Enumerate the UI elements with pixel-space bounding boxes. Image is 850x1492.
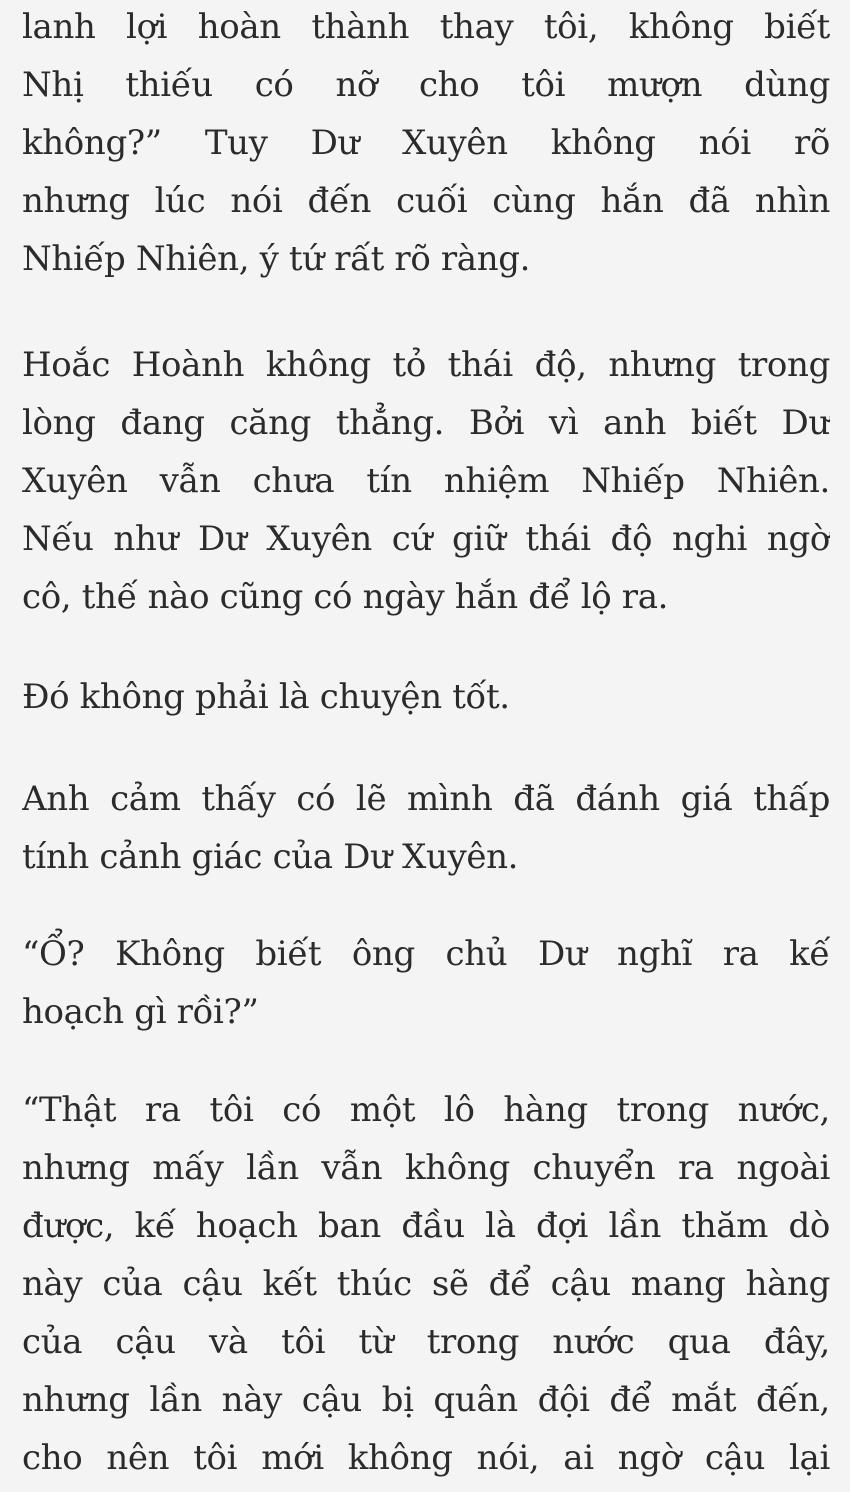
paragraph-5 bbox=[22, 925, 830, 1041]
text-line: Nhị thiếu có nỡ cho tôi mượn dùng bbox=[22, 65, 830, 105]
text-line: cho nên tôi mới không nói, ai ngờ cậu lại bbox=[22, 1438, 830, 1478]
text-line: lòng đang căng thẳng. Bởi vì anh biết Dư bbox=[22, 403, 830, 443]
text-line: nhưng mấy lần vẫn không chuyển ra ngoài bbox=[22, 1148, 830, 1188]
paragraph-6 bbox=[22, 1081, 830, 1487]
text-line: Nếu như Dư Xuyên cứ giữ thái độ nghi ngờ bbox=[22, 519, 830, 559]
text-line: Anh cảm thấy có lẽ mình đã đánh giá thấp bbox=[22, 779, 830, 819]
text-line: cô, thế nào cũng có ngày hắn để lộ ra. bbox=[22, 577, 669, 617]
text-line: lanh lợi hoàn thành thay tôi, không biết bbox=[22, 7, 830, 47]
text-line: nhưng lần này cậu bị quân đội để mắt đến, bbox=[22, 1380, 830, 1420]
text-line: Hoắc Hoành không tỏ thái độ, nhưng trong bbox=[22, 345, 830, 385]
text-line: tính cảnh giác của Dư Xuyên. bbox=[22, 837, 519, 877]
text-line: hoạch gì rồi?” bbox=[22, 992, 259, 1032]
reader-content bbox=[22, 0, 830, 1492]
paragraph-4 bbox=[22, 770, 830, 886]
text-line: nhưng lúc nói đến cuối cùng hắn đã nhìn bbox=[22, 181, 830, 221]
text-line: Đó không phải là chuyện tốt. bbox=[22, 677, 510, 717]
text-line: được, kế hoạch ban đầu là đợi lần thăm dò bbox=[22, 1206, 830, 1246]
text-line: “Thật ra tôi có một lô hàng trong nước, bbox=[22, 1090, 830, 1130]
paragraph-3 bbox=[22, 668, 830, 726]
text-line: “Ổ? Không biết ông chủ Dư nghĩ ra kế bbox=[22, 934, 830, 974]
text-line: Xuyên vẫn chưa tín nhiệm Nhiếp Nhiên. bbox=[22, 461, 830, 501]
text-line: này của cậu kết thúc sẽ để cậu mang hàng bbox=[22, 1264, 830, 1304]
paragraph-1 bbox=[22, 0, 830, 288]
paragraph-2 bbox=[22, 336, 830, 626]
text-line: Nhiếp Nhiên, ý tứ rất rõ ràng. bbox=[22, 239, 531, 279]
text-line: không?” Tuy Dư Xuyên không nói rõ bbox=[22, 123, 830, 163]
text-line: của cậu và tôi từ trong nước qua đây, bbox=[22, 1322, 830, 1362]
